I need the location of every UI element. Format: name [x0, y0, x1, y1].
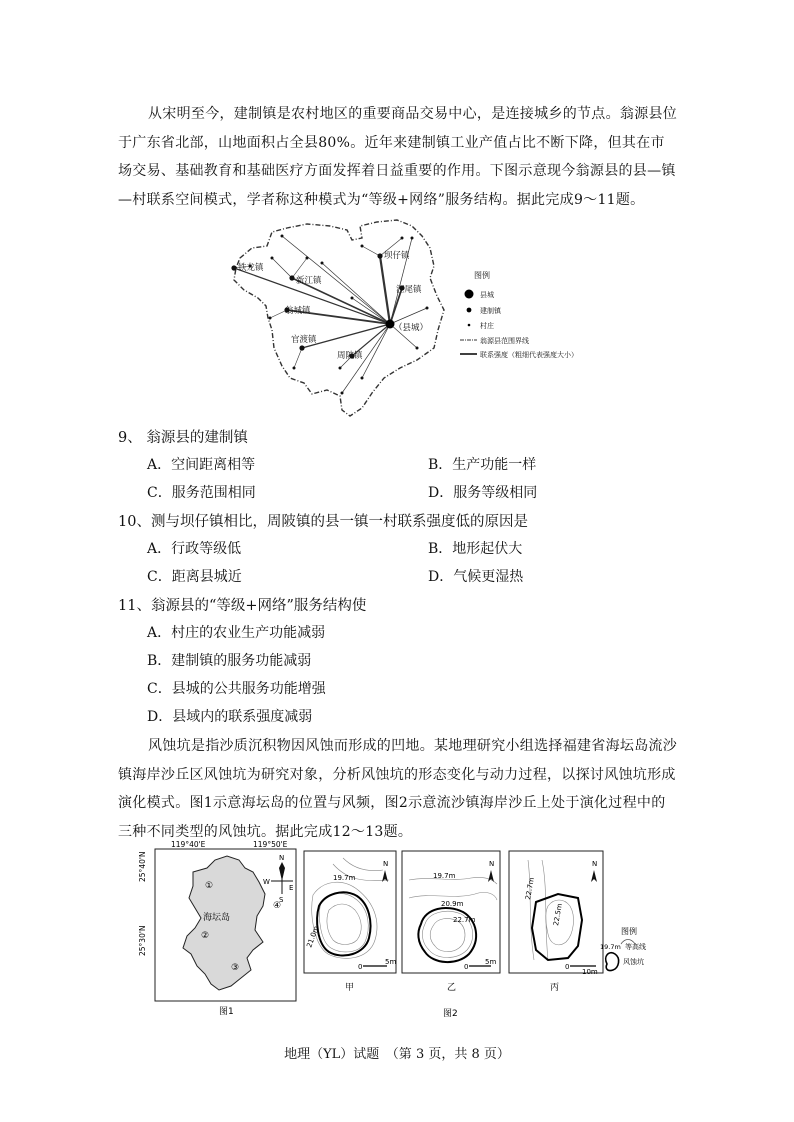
north-label: N: [489, 860, 495, 868]
figure-1-island-map: [135, 838, 300, 1018]
legend-item: 翁源县范围界线: [480, 337, 529, 345]
map-legend: [460, 270, 578, 359]
town-label: 新江镇: [296, 276, 322, 286]
legend-item: 村庄: [480, 322, 494, 330]
town-label: 江尾镇: [396, 285, 422, 295]
panel-label: 丙: [550, 983, 560, 993]
contour-label: 22.7m: [524, 876, 536, 901]
scale-label: 5m: [385, 958, 397, 966]
site-marker: ③: [231, 963, 240, 973]
compass-n: N: [279, 854, 285, 862]
panel-jia: [304, 851, 396, 993]
compass-s: S: [279, 896, 284, 904]
town-label: 翁城镇: [285, 306, 311, 316]
scale-zero: 0: [565, 963, 570, 971]
q9-option-c[interactable]: C．服务范围相同: [147, 485, 256, 501]
legend-contour: 等高线: [625, 943, 646, 951]
contour-label: 22.7m: [453, 916, 476, 924]
scale-zero: 0: [464, 963, 469, 971]
legend-title: 图例: [474, 271, 490, 280]
legend-title: 图例: [621, 927, 637, 936]
q10-option-a[interactable]: A．行政等级低: [147, 541, 242, 557]
figure-2-blowouts: [303, 850, 663, 1022]
legend-contour-value: 19.7m: [600, 943, 621, 951]
legend-pit: 风蚀坑: [623, 958, 644, 966]
town-label: 周陂镇: [337, 351, 363, 361]
contour-label: 21.0m: [305, 924, 321, 949]
question-10-stem: 10、测与坝仔镇相比，周陂镇的县一镇一村联系强度低的原因是: [118, 514, 528, 530]
page-footer: 地理（YL）试题 （第 3 页，共 8 页）: [284, 1047, 510, 1062]
scale-label: 5m: [485, 958, 497, 966]
site-marker: ②: [201, 931, 210, 941]
passage-2: [118, 732, 678, 846]
contour-label: 20.9m: [441, 900, 464, 908]
figure-2-caption: 图2: [443, 1009, 458, 1019]
island-label: 海坛岛: [203, 913, 231, 923]
q10-option-c[interactable]: C．距离县城近: [147, 569, 242, 585]
north-label: N: [383, 860, 389, 868]
longitude-label: 119°40'E: [171, 840, 206, 849]
passage-1-text: 从宋明至今，建制镇是农村地区的重要商品交易中心，是连接城乡的节点。翁源县位于广东省北部，山地面积占全县80%。近年来建制镇工业产值占比不断下降，但其在市场交易、基础教育和基础医疗方面发挥着日益重要的作用。下图示意现今翁源县的县—镇—村联系空间模式，学者称这种模式为“等级+网络”服务结构。据此完成9～11题。: [118, 106, 678, 208]
haitan-island: [183, 856, 265, 990]
q9-option-d[interactable]: D．服务等级相同: [428, 485, 538, 501]
passage-1: [118, 100, 678, 214]
town-label: 坝仔镇: [384, 251, 410, 261]
q9-option-b[interactable]: B．生产功能一样: [428, 457, 537, 473]
panel-label: 乙: [447, 983, 457, 993]
figure-1-caption: 图1: [219, 1007, 234, 1017]
county-seat-label: （县城）: [394, 323, 429, 333]
question-9-stem: 9、 翁源县的建制镇: [118, 430, 248, 446]
county-boundary: [234, 220, 444, 416]
scale-label: 10m: [582, 968, 598, 976]
north-arrow-icon: [591, 870, 597, 882]
latitude-label: 25°30'N: [138, 925, 147, 956]
panel-yi: [402, 851, 500, 993]
q9-option-a[interactable]: A．空间距离相等: [147, 457, 256, 473]
site-marker: ④: [273, 901, 282, 911]
q11-option-b[interactable]: B．建制镇的服务功能减弱: [147, 653, 312, 669]
scale-zero: 0: [358, 963, 363, 971]
longitude-label: 119°50'E: [253, 840, 288, 849]
panel-label: 甲: [345, 983, 355, 993]
panel-bing: [509, 851, 603, 993]
contour-label: 22.5m: [552, 902, 564, 927]
q11-option-d[interactable]: D．县域内的联系强度减弱: [147, 709, 313, 725]
town-label: 铁龙镇: [238, 263, 264, 273]
latitude-label: 25°40'N: [138, 851, 147, 882]
q11-option-a[interactable]: A．村庄的农业生产功能减弱: [147, 625, 326, 641]
q10-option-d[interactable]: D．气候更湿热: [428, 569, 524, 585]
county-map: [212, 218, 578, 423]
town-label: 官渡镇: [291, 335, 317, 345]
site-marker: ①: [205, 881, 214, 891]
contour-label: 19.7m: [433, 872, 456, 880]
legend-item: 县城: [480, 291, 494, 299]
north-label: N: [592, 860, 598, 868]
contour-label: 19.7m: [333, 874, 356, 882]
wind-rose-icon: [263, 854, 293, 904]
compass-w: W: [263, 878, 270, 886]
q11-option-c[interactable]: C．县城的公共服务功能增强: [147, 681, 326, 697]
legend-item: 联系强度（粗细代表强度大小）: [480, 351, 578, 359]
passage-2-text: 风蚀坑是指沙质沉积物因风蚀而形成的凹地。某地理研究小组选择福建省海坛岛流沙镇海岸沙丘区风蚀坑为研究对象，分析风蚀坑的形态变化与动力过程，以探讨风蚀坑形成演化模式。图1示意海坛岛的位置与风频，图2示意流沙镇海岸沙丘上处于演化过程中的三种不同类型的风蚀坑。据此完成12～13题。: [118, 738, 678, 840]
compass-e: E: [289, 884, 294, 892]
legend-item: 建制镇: [480, 307, 501, 315]
figure-2-legend: [600, 926, 646, 971]
question-11-stem: 11、翁源县的“等级+网络”服务结构使: [118, 598, 367, 614]
north-arrow-icon: [488, 870, 494, 882]
q10-option-b[interactable]: B．地形起伏大: [428, 541, 523, 557]
